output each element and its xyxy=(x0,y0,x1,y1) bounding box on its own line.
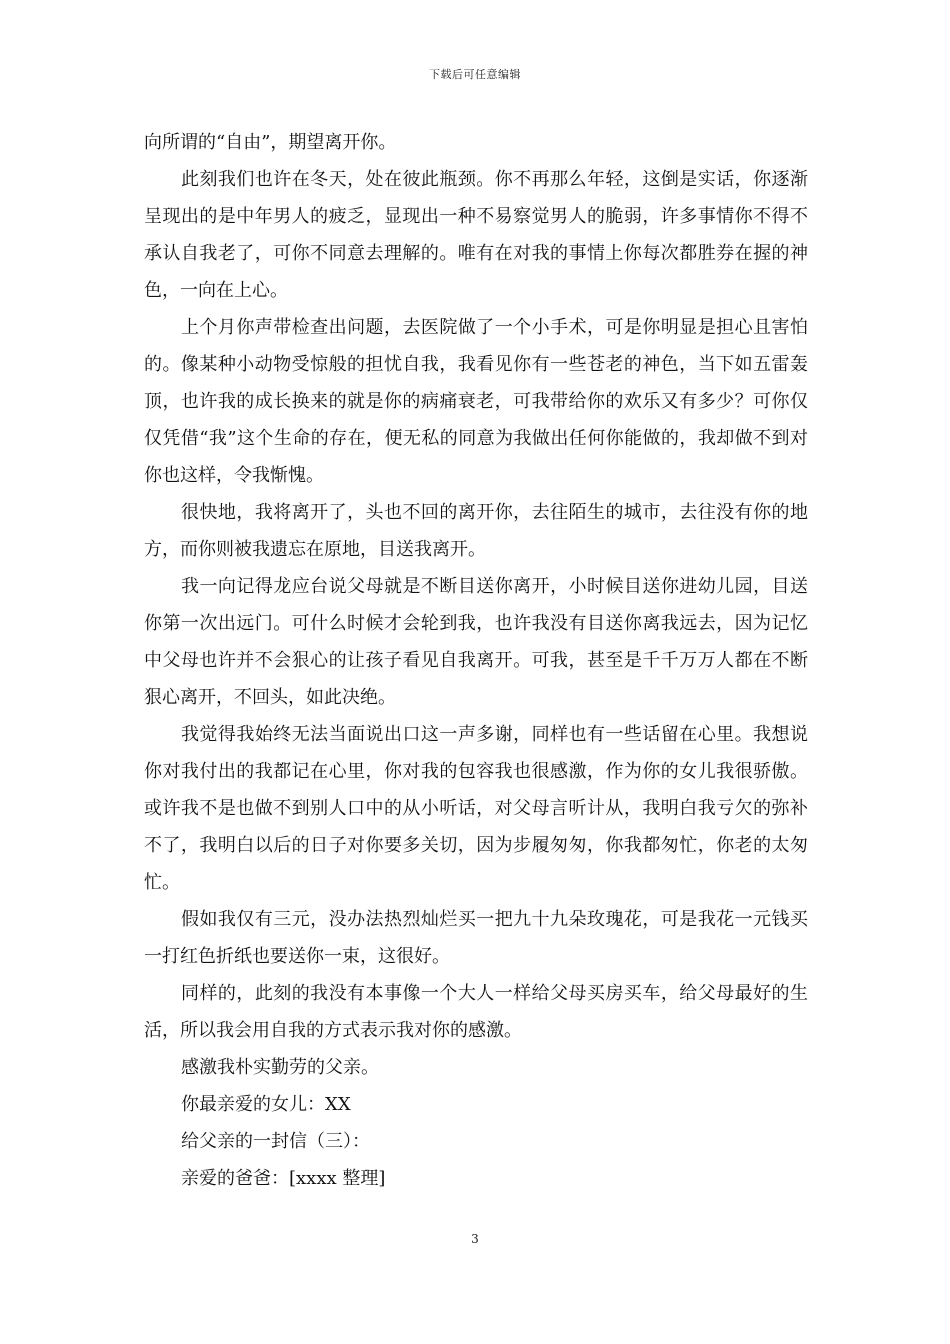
page-number: 3 xyxy=(471,1232,479,1246)
paragraph-4: 很快地，我将离开了，头也不回的离开你，去往陌生的城市，去往没有你的地方，而你则被我遗忘在原地，目送我离开。 xyxy=(144,502,808,560)
page-header: 下载后可任意编辑 xyxy=(429,68,521,81)
document-body xyxy=(144,124,808,1197)
salutation-line: 亲爱的爸爸：[xxxx 整理] xyxy=(181,1168,386,1189)
paragraph-1: 向所谓的“自由”，期望离开你。 xyxy=(144,132,397,153)
paragraph-7: 假如我仅有三元，没办法热烈灿烂买一把九十九朵玫瑰花，可是我花一元钱买一打红色折纸也要送你一束，这很好。 xyxy=(144,909,808,967)
paragraph-6: 我觉得我始终无法当面说出口这一声多谢，同样也有一些话留在心里。我想说你对我付出的我都记在心里，你对我的包容我也很感激，作为你的女儿我很骄傲。或许我不是也做不到别人口中的从小听话，对父母言听计从，我明白我亏欠的弥补不了，我明白以后的日子对你要多关切，因为步履匆匆，你我都匆忙，你老的太匆忙。 xyxy=(144,724,808,893)
signature-line: 你最亲爱的女儿：XX xyxy=(181,1094,351,1115)
paragraph-2: 此刻我们也许在冬天，处在彼此瓶颈。你不再那么年轻，这倒是实话，你逐渐呈现出的是中年男人的疲乏，显现出一种不易察觉男人的脆弱，许多事情你不得不承认自我老了，可你不同意去理解的。唯有在对我的事情上你每次都胜券在握的神色，一向在上心。 xyxy=(144,169,808,301)
closing-thanks: 感激我朴实勤劳的父亲。 xyxy=(181,1057,379,1078)
paragraph-5: 我一向记得龙应台说父母就是不断目送你离开，小时候目送你进幼儿园，目送你第一次出远门。可什么时候才会轮到我，也许我没有目送你离我远去，因为记忆中父母也许并不会狠心的让孩子看见自我离开。可我，甚至是千千万万人都在不断狠心离开，不回头，如此决绝。 xyxy=(144,576,808,708)
paragraph-8: 同样的，此刻的我没有本事像一个大人一样给父母买房买车，给父母最好的生活，所以我会用自我的方式表示我对你的感激。 xyxy=(144,983,808,1041)
paragraph-3: 上个月你声带检查出问题，去医院做了一个小手术，可是你明显是担心且害怕的。像某种小动物受惊般的担忧自我，我看见你有一些苍老的神色，当下如五雷轰顶，也许我的成长换来的就是你的病痛衰老，可我带给你的欢乐又有多少？可你仅仅凭借“我”这个生命的存在，便无私的同意为我做出任何你能做的，我却做不到对你也这样，令我惭愧。 xyxy=(144,317,808,486)
section-heading: 给父亲的一封信（三）： xyxy=(181,1131,370,1152)
